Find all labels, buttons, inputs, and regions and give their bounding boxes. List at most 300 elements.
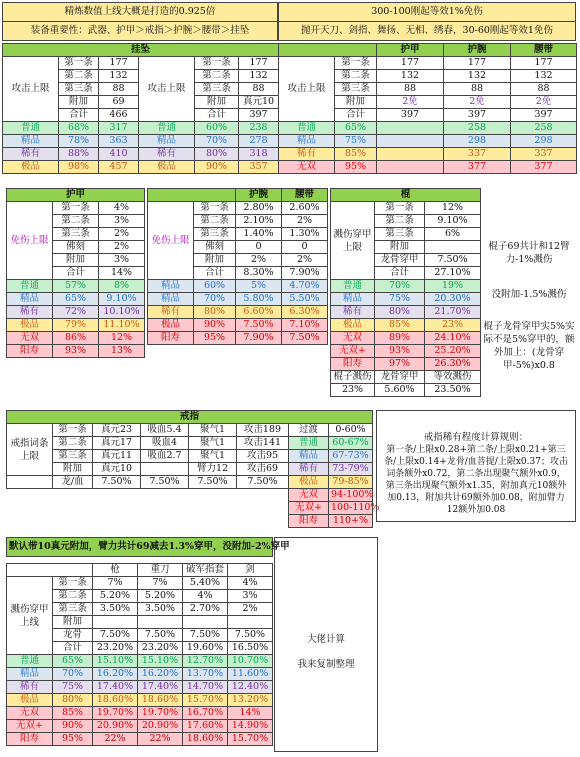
cell: 第二条: [59, 70, 99, 83]
cell: 8.30%: [236, 267, 282, 280]
cell: 457: [99, 161, 139, 174]
cell: 第二条: [53, 437, 93, 450]
cell: 23.50%: [425, 384, 481, 397]
cell: 397: [377, 109, 444, 122]
cell: 258: [511, 122, 577, 135]
cell: [93, 616, 138, 629]
cell: 2免: [511, 96, 577, 109]
col-armor: 护甲: [377, 44, 444, 57]
cell: 稀有: [7, 306, 53, 319]
cell: 93%: [375, 345, 425, 358]
cell: 极品: [289, 476, 329, 489]
cell: 7.50%: [93, 629, 138, 642]
cell: 79%: [53, 319, 99, 332]
cell: 第三条: [335, 83, 377, 96]
cell: 12.40%: [228, 681, 273, 694]
cell: 16.20%: [93, 668, 138, 681]
cell: 附加: [53, 254, 99, 267]
cell: 6.30%: [282, 306, 328, 319]
cell: 94-100%: [329, 489, 373, 502]
cell: 附加: [53, 616, 93, 629]
cell: 吸血5.4: [141, 424, 189, 437]
cell: 第三条: [375, 228, 425, 241]
cell: 95%: [335, 161, 377, 174]
cell: 普通: [3, 122, 59, 135]
cell: 22%: [138, 733, 183, 746]
ring-title: 戒指: [7, 411, 373, 424]
cell: 第三条: [53, 450, 93, 463]
cell: 9.10%: [425, 215, 481, 228]
cell: 第一条: [53, 577, 93, 590]
cell: 附加: [59, 96, 99, 109]
cell: 合计: [53, 642, 93, 655]
cell: 9.10%: [99, 293, 145, 306]
cell: 18.60%: [138, 694, 183, 707]
cell: 稀有: [331, 306, 375, 319]
cell: 第一条: [194, 202, 236, 215]
cell: 16.50%: [228, 642, 273, 655]
cell: 98%: [59, 161, 99, 174]
top-right-header: [278, 2, 576, 42]
cell: 精品: [7, 668, 53, 681]
pendant-section: [2, 43, 278, 174]
cell: 410: [99, 148, 139, 161]
cell: 60-67%: [329, 437, 373, 450]
cell: 龙骨穿甲: [375, 254, 425, 267]
cell: 93%: [53, 345, 99, 358]
cell: 88: [511, 83, 577, 96]
col-spear: 枪: [93, 564, 138, 577]
cell: 真元11: [93, 450, 141, 463]
cell: 聚气1: [189, 437, 237, 450]
cell: 15.70%: [183, 694, 228, 707]
cell: 5%: [236, 280, 282, 293]
cell: 377: [444, 161, 511, 174]
pierce-label: 溅伤穿甲上线: [7, 577, 53, 655]
cell: 过渡: [289, 424, 329, 437]
cell: 精品: [331, 293, 375, 306]
cell: 85%: [375, 319, 425, 332]
cell: 攻击69: [237, 463, 289, 476]
cell: 第二条: [375, 215, 425, 228]
cell: 7%: [93, 577, 138, 590]
cell: 88: [239, 83, 279, 96]
cell: 80%: [53, 694, 93, 707]
cell: 67-73%: [329, 450, 373, 463]
cell: 佛刻: [53, 241, 99, 254]
cell: 132: [239, 70, 279, 83]
cell: 95%: [53, 733, 93, 746]
armor-label: 免伤上限: [7, 202, 53, 280]
cell: 1.30%: [282, 228, 328, 241]
staff-title: 棍: [331, 189, 481, 202]
cell: 阳寿: [7, 345, 53, 358]
cell: 第三条: [59, 83, 99, 96]
cell: 吸血2.7: [141, 450, 189, 463]
cell: 20.30%: [425, 293, 481, 306]
cell: 真元10: [93, 463, 141, 476]
ring-calc-title: 戒指稀有程度计算规则：: [423, 432, 529, 443]
cell: 极品: [139, 161, 195, 174]
cell: 177: [444, 57, 511, 70]
cell: 65%: [53, 293, 99, 306]
cell: 合计: [195, 109, 239, 122]
cell: 85%: [335, 148, 377, 161]
cell: 132: [511, 70, 577, 83]
cell: 97%: [375, 358, 425, 371]
cell: 177: [511, 57, 577, 70]
cell: [141, 463, 189, 476]
cell: 70%: [194, 293, 236, 306]
cell: 397: [511, 109, 577, 122]
cell: 25.20%: [425, 345, 481, 358]
cell: 17.60%: [183, 720, 228, 733]
pierce-section: [6, 537, 290, 746]
cell: 2%: [228, 603, 273, 616]
armor-bracer-belt-attack-section: [278, 43, 576, 174]
cell: 298: [511, 135, 577, 148]
cell: 21.70%: [425, 306, 481, 319]
cell: 棍子溅伤: [331, 371, 375, 384]
cell: 稀有: [3, 148, 59, 161]
cell: 70%: [195, 135, 239, 148]
cell: 68%: [59, 122, 99, 135]
cell: 精品: [139, 135, 195, 148]
cell: 5.40%: [183, 577, 228, 590]
cell: 89%: [375, 332, 425, 345]
cell: 278: [239, 135, 279, 148]
cell: 2%: [282, 215, 328, 228]
cell: 阳寿: [289, 515, 329, 528]
credit-copy: 我来复制整理: [297, 659, 355, 670]
cell: 75%: [375, 293, 425, 306]
cell: 精品: [279, 135, 335, 148]
cell: 6.60%: [236, 306, 282, 319]
cell: 第二条: [53, 590, 93, 603]
cell: 3%: [228, 590, 273, 603]
staff-note-2: 没附加-1.5%溅伤: [491, 289, 567, 300]
cell: 7.50%: [141, 476, 189, 489]
cell: 23.20%: [93, 642, 138, 655]
cell: 7.90%: [236, 332, 282, 345]
cell: 23.20%: [138, 642, 183, 655]
cell: 2%: [99, 241, 145, 254]
cell: 75%: [53, 681, 93, 694]
cell: 普通: [331, 280, 375, 293]
cell: 第二条: [194, 215, 236, 228]
cell: 397: [444, 109, 511, 122]
pendant-attack-label-2: 攻击上限: [139, 57, 195, 122]
cell: 附加: [53, 463, 93, 476]
cell: 精品: [3, 135, 59, 148]
cell: 90%: [195, 161, 239, 174]
cell: 精品: [148, 280, 194, 293]
cell: 第二条: [195, 70, 239, 83]
cell: 2.70%: [183, 603, 228, 616]
cell: 88: [444, 83, 511, 96]
damage-reduction-note: 300-100刚起等效1%免伤: [279, 3, 576, 22]
cell: 稀有: [279, 148, 335, 161]
cell: 70%: [53, 668, 93, 681]
cell: 8%: [99, 280, 145, 293]
cell: 19.60%: [183, 642, 228, 655]
cell: 5.60%: [375, 384, 425, 397]
cell: 0: [282, 241, 328, 254]
cell: 极品: [3, 161, 59, 174]
cell: 75%: [335, 135, 377, 148]
cell: 7.50%: [282, 332, 328, 345]
cell: 7.50%: [425, 254, 481, 267]
cell: 26.30%: [425, 358, 481, 371]
cell: 攻击189: [237, 424, 289, 437]
cell: 7.50%: [236, 319, 282, 332]
cell: 177: [239, 57, 279, 70]
cell: 88: [377, 83, 444, 96]
cell: 极品: [148, 319, 194, 332]
cell: 第一条: [53, 202, 99, 215]
cell: 69: [99, 96, 139, 109]
cell: 17.40%: [93, 681, 138, 694]
cell: 极品: [7, 694, 53, 707]
cell: 11.10%: [99, 319, 145, 332]
cell: 精品: [148, 293, 194, 306]
cell: 攻击141: [237, 437, 289, 450]
cell: 19.70%: [138, 707, 183, 720]
exception-note: 抛开天刀、剑指、舞扬、无相、绣春，30-60刚起等效1免伤: [279, 22, 576, 41]
cell: 稀有: [289, 463, 329, 476]
cell: 稀有: [139, 148, 195, 161]
ring-calc-body: 第一条/上限x0.28+第二条/上限x0.21+第三条/上限x0.14+龙骨/血菩提/上限x0.37；攻击词条额外x0.72，第二条出现聚气额外x0.9，第三条出现聚气额外x1.35，附加真元10额外加0.13，附加共计69额外加0.08，附加臂力12额外加0.08: [384, 445, 568, 515]
cell: 65%: [335, 122, 377, 135]
cell: 无双: [279, 161, 335, 174]
cell: 无双: [7, 707, 53, 720]
cell: 真元23: [93, 424, 141, 437]
cell: 无双: [289, 489, 329, 502]
bracer-label: 免伤上限: [148, 202, 194, 280]
cell: 攻击95: [237, 450, 289, 463]
cell: 14%: [99, 267, 145, 280]
credit-box: [274, 537, 378, 752]
ring-section: [6, 410, 380, 528]
cell: 90%: [194, 319, 236, 332]
cell: 0: [236, 241, 282, 254]
cell: 80%: [375, 306, 425, 319]
cell: 普通: [7, 280, 53, 293]
staff-section: [330, 188, 480, 397]
cell: 龙/血: [53, 476, 93, 489]
cell: 稀有: [148, 306, 194, 319]
cell: 60%: [195, 122, 239, 135]
cell: 第一条: [59, 57, 99, 70]
cell: 2.60%: [282, 202, 328, 215]
cell: 132: [444, 70, 511, 83]
cell: 合计: [59, 109, 99, 122]
cell: 7.50%: [228, 629, 273, 642]
cell: 20.90%: [93, 720, 138, 733]
cell: 稀有: [7, 681, 53, 694]
cell: 精品: [7, 293, 53, 306]
cell: 258: [444, 122, 511, 135]
cell: 第三条: [195, 83, 239, 96]
cell: 16.70%: [183, 707, 228, 720]
cell: 110+%: [329, 515, 373, 528]
cell: 337: [511, 148, 577, 161]
cell: 15.10%: [93, 655, 138, 668]
cell: 12%: [99, 332, 145, 345]
cell: 357: [239, 161, 279, 174]
cell: 6%: [425, 228, 481, 241]
cell: 23%: [331, 384, 375, 397]
cell: 普通: [279, 122, 335, 135]
col-bracer: 护腕: [444, 44, 511, 57]
cell: 真元17: [93, 437, 141, 450]
cell: 13.70%: [183, 668, 228, 681]
cell: 真元10: [239, 96, 279, 109]
cell: 13.20%: [228, 694, 273, 707]
cell: 第三条: [53, 228, 99, 241]
cell: 2.80%: [236, 202, 282, 215]
ring-calc-box: [376, 410, 576, 522]
cell: 86%: [53, 332, 99, 345]
cell: 397: [239, 109, 279, 122]
cell: 第二条: [53, 215, 99, 228]
staff-label: 溅伤穿甲上限: [331, 202, 375, 280]
cell: 27.10%: [425, 267, 481, 280]
cell: 无双: [331, 332, 375, 345]
cell: 1.40%: [236, 228, 282, 241]
cell: 14.90%: [228, 720, 273, 733]
cell: 阳寿: [148, 332, 194, 345]
cell: 第一条: [195, 57, 239, 70]
cell: 90%: [53, 720, 93, 733]
cell: 2.10%: [236, 215, 282, 228]
cell: 70%: [375, 280, 425, 293]
cell: 第一条: [375, 202, 425, 215]
col-heavy-blade: 重刀: [138, 564, 183, 577]
cell: 88%: [59, 148, 99, 161]
cell: 16.20%: [138, 668, 183, 681]
cell: 317: [99, 122, 139, 135]
cell: 2免: [377, 96, 444, 109]
cell: 5.80%: [236, 293, 282, 306]
cell: 298: [444, 135, 511, 148]
cell: 12%: [425, 202, 481, 215]
cell: 阳寿: [331, 358, 375, 371]
cell: 聚气1: [189, 424, 237, 437]
cell: 15.70%: [228, 733, 273, 746]
cell: 聚气1: [189, 450, 237, 463]
cell: 24.10%: [425, 332, 481, 345]
cell: 2%: [282, 254, 328, 267]
cell: [183, 616, 228, 629]
cell: 318: [239, 148, 279, 161]
top-left-header: [2, 2, 278, 42]
cell: 极品: [331, 319, 375, 332]
cell: 第三条: [194, 228, 236, 241]
cell: 95%: [194, 332, 236, 345]
cell: 7.50%: [138, 629, 183, 642]
cell: 7.10%: [282, 319, 328, 332]
credit-calc: 大佬计算: [306, 634, 345, 645]
cell: 85%: [53, 707, 93, 720]
cell: 第三条: [53, 603, 93, 616]
cell: 佛刻: [194, 241, 236, 254]
refine-note: 精炼数值上线大概是打造的0.925倍: [3, 3, 278, 22]
cell: [228, 616, 273, 629]
cell: 第一条: [53, 424, 93, 437]
cell: 19.70%: [93, 707, 138, 720]
cell: 377: [511, 161, 577, 174]
cell: 12.70%: [183, 655, 228, 668]
cell: 10.10%: [99, 306, 145, 319]
cell: 80%: [194, 306, 236, 319]
pierce-title: 默认带10真元附加，臂力共计69减去1.3%穿甲，没附加-2%穿甲: [7, 538, 273, 557]
cell: 11.60%: [228, 668, 273, 681]
cell: 无双+: [331, 345, 375, 358]
cell: 73-79%: [329, 463, 373, 476]
col-sword: 剑: [228, 564, 273, 577]
cell: 2%: [99, 228, 145, 241]
attack-label: 攻击上限: [279, 57, 335, 122]
ring-label: 戒指词条上限: [7, 424, 53, 476]
cell: 19%: [425, 280, 481, 293]
bracer-belt-section: [147, 188, 327, 345]
cell: 吸血4: [141, 437, 189, 450]
cell: 7.50%: [93, 476, 141, 489]
cell: 臂力12: [189, 463, 237, 476]
cell: 第二条: [335, 70, 377, 83]
cell: 18.60%: [183, 733, 228, 746]
cell: 72%: [53, 306, 99, 319]
cell: 363: [99, 135, 139, 148]
cell: 20.90%: [138, 720, 183, 733]
cell: 附加: [194, 254, 236, 267]
cell: 132: [377, 70, 444, 83]
cell: 466: [99, 109, 139, 122]
cell: 7.90%: [282, 267, 328, 280]
cell: 无双+: [289, 502, 329, 515]
cell: 第一条: [335, 57, 377, 70]
col-bracer: 护腕: [236, 189, 282, 202]
cell: 精品: [289, 450, 329, 463]
cell: [425, 241, 481, 254]
col-belt: 腰带: [511, 44, 577, 57]
cell: 龙骨: [53, 629, 93, 642]
cell: 337: [444, 148, 511, 161]
cell: 附加: [335, 96, 377, 109]
cell: 极品: [7, 319, 53, 332]
cell: 80%: [195, 148, 239, 161]
cell: 普通: [7, 655, 53, 668]
cell: 4%: [99, 202, 145, 215]
staff-note-3: 棍子龙骨穿甲实5%实际不是5%穿甲的，额外加上：(龙骨穿甲-5%)x0.8: [483, 321, 575, 371]
cell: 100-110%: [329, 502, 373, 515]
cell: 88: [99, 83, 139, 96]
cell: 7.50%: [237, 476, 289, 489]
cell: 3%: [99, 254, 145, 267]
cell: 无双+: [7, 720, 53, 733]
cell: 阳寿: [7, 733, 53, 746]
cell: 13%: [99, 345, 145, 358]
cell: 0-60%: [329, 424, 373, 437]
cell: 18.60%: [93, 694, 138, 707]
cell: 22%: [93, 733, 138, 746]
cell: 合计: [194, 267, 236, 280]
cell: 4%: [228, 577, 273, 590]
cell: 附加: [375, 241, 425, 254]
cell: 132: [99, 70, 139, 83]
cell: 7.50%: [183, 629, 228, 642]
